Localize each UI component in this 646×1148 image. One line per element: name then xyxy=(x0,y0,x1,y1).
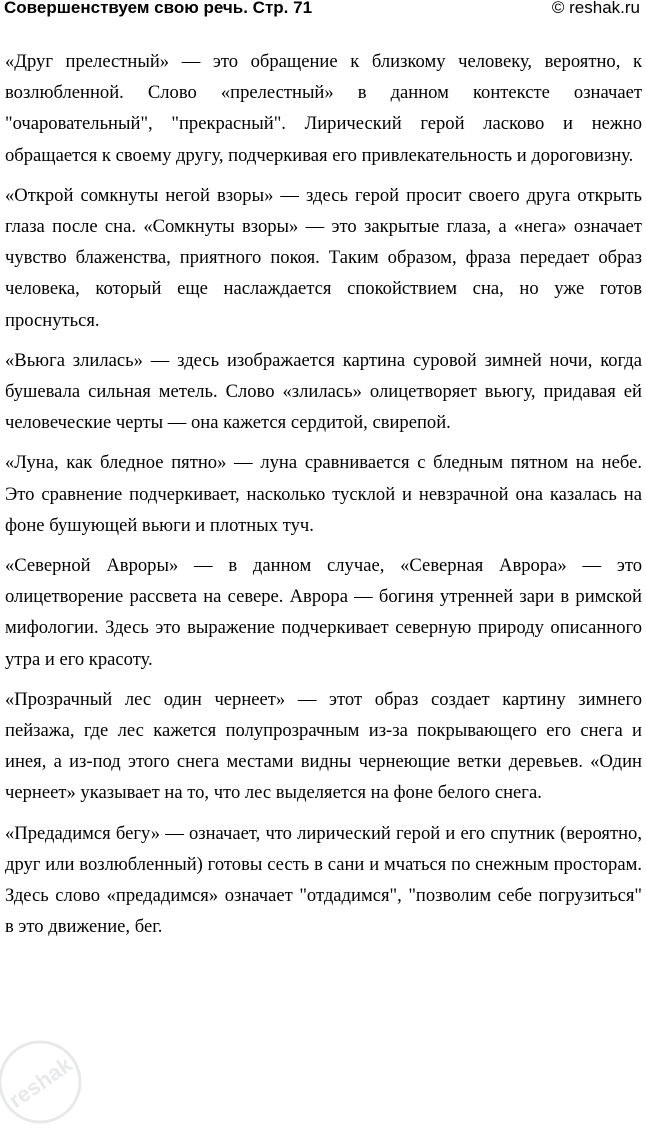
paragraph-5: «Северной Авроры» — в данном случае, «Северная Аврора» — это олицетворение рассвета на севере. Аврора — богиня утренней зари в римской мифологии. Здесь это выражение подчеркивает северную природу описанного утра и его красоту. xyxy=(5,555,642,670)
watermark-logo xyxy=(0,1036,86,1128)
paragraph-3: «Вьюга злилась» — здесь изображается картина суровой зимней ночи, когда бушевала сильная метель. Слово «злилась» олицетворяет вьюгу, придавая ей человеческие черты — она кажется сердитой, свирепой. xyxy=(5,349,642,434)
paragraph-7: «Предадимся бегу» — означает, что лирический герой и его спутник (вероятно, друг или возлюбленный) готовы сесть в сани и мчаться по снежным просторам. Здесь слово «предадимся» означает "отдадимся", "позволим себе погрузиться" в это движение, бег. xyxy=(5,822,642,938)
watermark-ring xyxy=(0,1042,80,1122)
paragraph-4: «Луна, как бледное пятно» — луна сравнивается с бледным пятном на небе. Это сравнение подчеркивает, насколько тусклой и невзрачной она казалась на фоне бушующей вьюги и плотных туч. xyxy=(5,452,642,536)
paragraph-2: «Открой сомкнуты негой взоры» — здесь герой просит своего друга открыть глаза после сна. «Сомкнуты взоры» — это закрытые глаза, а «нега» означает чувство блаженства, приятного покоя. Таким образом, фраза передает образ человека, который еще наслаждается спокойствием сна, но уже готов проснуться. xyxy=(5,184,642,331)
paragraph-6: «Прозрачный лес один чернеет» — этот образ создает картину зимнего пейзажа, где лес кажется полупрозрачным из-за покрывающего его снега и инея, а из-под этого снега местами видны чернеющие ветки деревьев. «Один чернеет» указывает на то, что лес выделяется на фоне белого снега. xyxy=(5,688,642,804)
document-body xyxy=(5,46,642,951)
page-title: Совершенствуем свою речь. Стр. 71 xyxy=(4,0,313,17)
source-label: © reshak.ru xyxy=(551,0,640,17)
page-header xyxy=(0,0,646,22)
watermark-text: reshak xyxy=(4,1051,77,1113)
paragraph-1: «Друг прелестный» — это обращение к близкому человеку, вероятно, к возлюбленной. Слово «прелестный» в данном контексте означает "очаровательный", "прекрасный". Лирический герой ласково и нежно обращается к своему другу, подчеркивая его привлекательность и дороговизну. xyxy=(5,51,642,166)
